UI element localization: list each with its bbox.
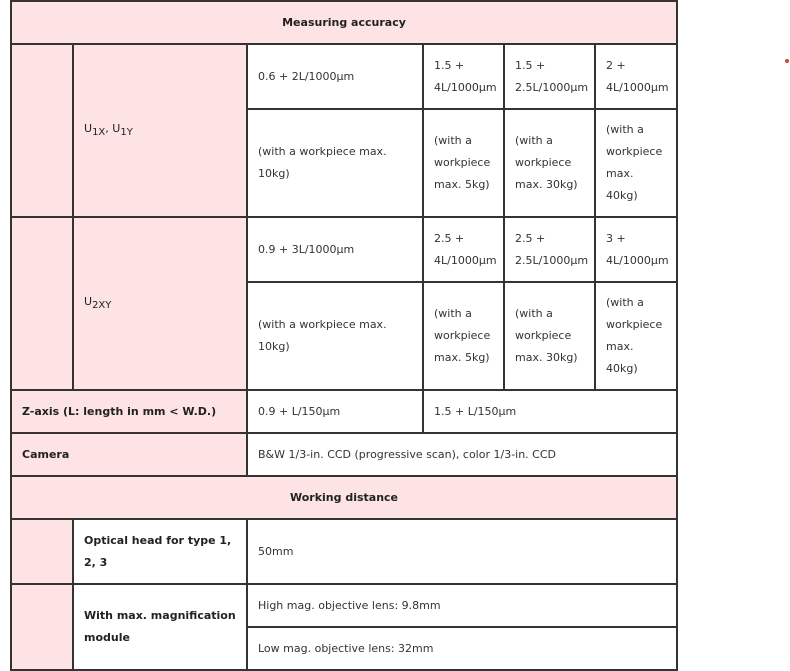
u1-note-1: (with a workpiece max. 10kg): [247, 109, 423, 217]
u2-spacer-cell: [11, 217, 73, 390]
bullet-dot-icon: [785, 59, 789, 63]
optical-head-label: Optical head for type 1, 2, 3: [73, 519, 247, 584]
u1-note-2: (with a workpiece max. 5kg): [423, 109, 504, 217]
working-distance-header: Working distance: [11, 476, 677, 519]
u2xy-symbol: U: [84, 294, 93, 308]
u1-note-3: (with a workpiece max. 30kg): [504, 109, 595, 217]
u1-note-4: (with a workpiece max. 40kg): [595, 109, 677, 217]
u2-note-1: (with a workpiece max. 10kg): [247, 282, 423, 390]
u1y-symbol: U: [112, 121, 121, 135]
specifications-table: [10, 0, 678, 671]
u2-accuracy-2: 2.5 + 4L/1000μm: [423, 217, 504, 282]
u2-note-2: (with a workpiece max. 5kg): [423, 282, 504, 390]
z-axis-value-b: 1.5 + L/150μm: [423, 390, 677, 433]
u1-symbol-cell: [73, 44, 247, 217]
z-axis-value-a: 0.9 + L/150μm: [247, 390, 423, 433]
camera-label: Camera: [11, 433, 247, 476]
optical-head-spacer-cell: [11, 519, 73, 584]
u2-symbol-cell: [73, 217, 247, 390]
u1-accuracy-2: 1.5 + 4L/1000μm: [423, 44, 504, 109]
z-axis-label: Z-axis (L: length in mm < W.D.): [11, 390, 247, 433]
u1-accuracy-4: 2 + 4L/1000μm: [595, 44, 677, 109]
low-mag-value: Low mag. objective lens: 32mm: [247, 627, 677, 670]
u2xy-subscript: 2XY: [92, 299, 112, 311]
u1-spacer-cell: [11, 44, 73, 217]
optical-head-value: 50mm: [247, 519, 677, 584]
u1y-subscript: 1Y: [120, 126, 133, 138]
max-mag-label: With max. magnification module: [73, 584, 247, 670]
camera-value: B&W 1/3-in. CCD (progressive scan), color 1/3-in. CCD: [247, 433, 677, 476]
u1x-symbol: U: [84, 121, 93, 135]
measuring-accuracy-header: Measuring accuracy: [11, 1, 677, 44]
high-mag-value: High mag. objective lens: 9.8mm: [247, 584, 677, 627]
u2-accuracy-3: 2.5 + 2.5L/1000μm: [504, 217, 595, 282]
u2-accuracy-4: 3 + 4L/1000μm: [595, 217, 677, 282]
u1-separator: ,: [105, 121, 113, 135]
u1-accuracy-1: 0.6 + 2L/1000μm: [247, 44, 423, 109]
u1x-subscript: 1X: [92, 126, 106, 138]
u1-accuracy-3: 1.5 + 2.5L/1000μm: [504, 44, 595, 109]
u2-note-3: (with a workpiece max. 30kg): [504, 282, 595, 390]
u2-note-4: (with a workpiece max. 40kg): [595, 282, 677, 390]
max-mag-spacer-cell: [11, 584, 73, 670]
u2-accuracy-1: 0.9 + 3L/1000μm: [247, 217, 423, 282]
